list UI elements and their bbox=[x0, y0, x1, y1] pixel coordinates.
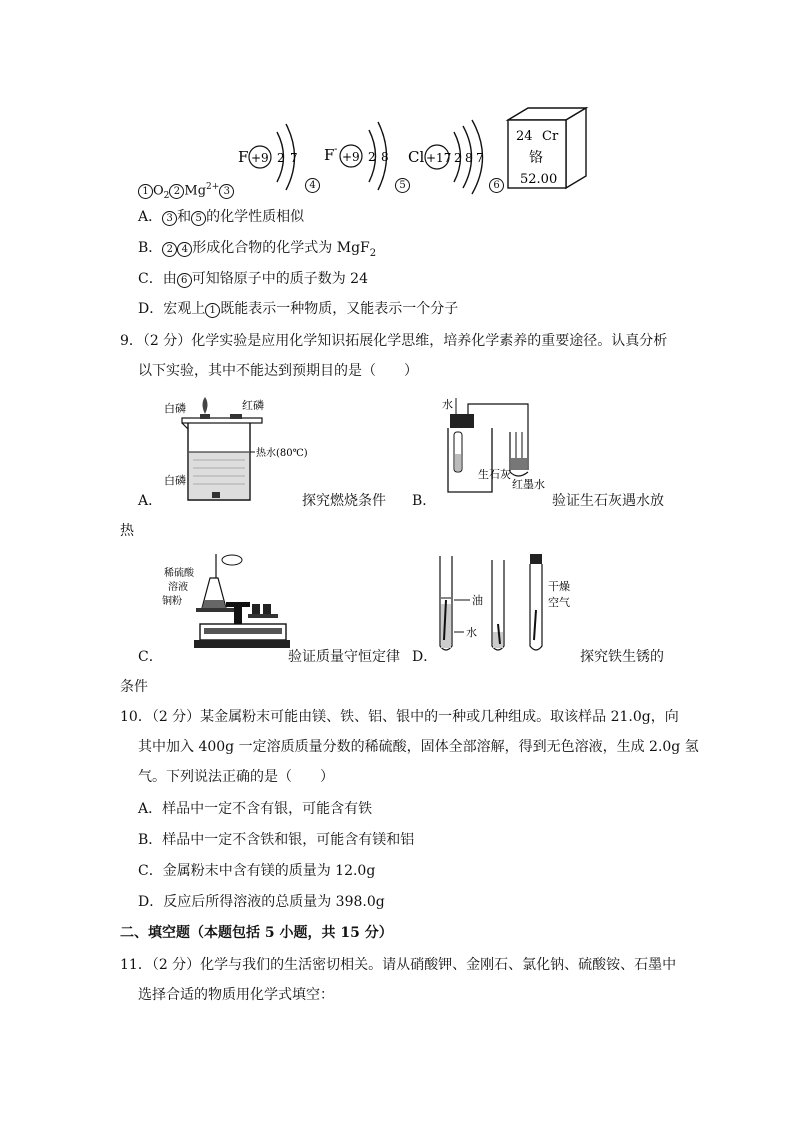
cr-atomic-number: 24 bbox=[516, 129, 533, 144]
circled-number-3: 3 bbox=[219, 184, 234, 199]
q11-stem-line-2: 选择合适的物质用化学式填空： bbox=[138, 987, 334, 1003]
fig-b-red-ink-label: 红墨水 bbox=[512, 478, 545, 491]
fig-c-acid-label-1: 稀硫酸 bbox=[164, 568, 194, 579]
q10-option-c: C．金属粉末中含有镁的质量为 12.0g bbox=[138, 863, 376, 879]
q9-option-d-wrap: 条件 bbox=[120, 679, 148, 695]
q9-stem-line-2: 以下实验，其中不能达到预期目的是（ ） bbox=[138, 363, 418, 379]
fig-d-water-label: 水 bbox=[466, 626, 477, 639]
q9-option-b-text: 验证生石灰遇水放 bbox=[552, 493, 664, 509]
q10-stem-line-2: 其中加入 400g 一定溶质质量分数的稀硫酸，固体全部溶解，得到无色溶液，生成 2.0g 氢 bbox=[138, 739, 699, 755]
f-ion-charge: - bbox=[334, 144, 338, 155]
f-ion-shell-1: 2 bbox=[368, 150, 376, 164]
q10-option-d: D．反应后所得溶液的总质量为 398.0g bbox=[138, 894, 385, 910]
f-shell-2: 7 bbox=[290, 151, 298, 165]
q10-option-a: A．样品中一定不含有银，可能含有铁 bbox=[138, 801, 373, 817]
fig-b-quicklime-label: 生石灰 bbox=[478, 468, 511, 481]
fig-a-hot-water-label: 热水(80℃) bbox=[256, 448, 308, 459]
figure-c-mass-balance bbox=[160, 548, 290, 658]
fig-a-red-p-label: 红磷 bbox=[242, 399, 264, 412]
q8-option-row: 1 $O_2$ 2 $Mg^{2+}$ 3 bbox=[138, 178, 234, 205]
q9-option-b-wrap: 热 bbox=[120, 523, 134, 539]
q9-option-c-letter: C． bbox=[138, 649, 163, 665]
f-shell-1: 2 bbox=[277, 151, 285, 165]
q9-option-c-text: 验证质量守恒定律 bbox=[288, 649, 400, 665]
cl-shell-1: 2 bbox=[454, 151, 462, 165]
fig-d-oil-label: 油 bbox=[472, 594, 483, 607]
circled-number-2: 2 bbox=[169, 184, 184, 199]
cl-nucleus-charge: +17 bbox=[426, 151, 452, 165]
cr-symbol: Cr bbox=[542, 129, 559, 144]
circled-number-1: 1 bbox=[138, 184, 153, 199]
section-2-heading: 二、填空题（本题包括 5 小题，共 15 分） bbox=[120, 925, 393, 941]
q9-option-a-text: 探究燃烧条件 bbox=[302, 493, 386, 509]
q11-stem-line-1: 11．（2 分）化学与我们的生活密切相关。请从硝酸钾、金刚石、氯化钠、硫酸铵、石墨中 bbox=[120, 957, 677, 973]
cl-shell-2: 8 bbox=[465, 151, 473, 165]
figure-a-combustion-beaker bbox=[160, 392, 310, 507]
fig-a-white-p-top-label: 白磷 bbox=[164, 402, 186, 415]
q8-option-c: C．由 6 可知铬原子中的质子数为 24 bbox=[138, 271, 368, 287]
cr-atomic-mass: 52.00 bbox=[520, 172, 558, 187]
q9-option-d-text: 探究铁生锈的 bbox=[580, 649, 664, 665]
f-ion-nucleus-charge: +9 bbox=[342, 150, 360, 164]
fig-d-dry-air-label-2: 空气 bbox=[548, 596, 570, 609]
q10-option-b: B．样品中一定不含铁和银，可能含有镁和铝 bbox=[138, 832, 415, 848]
circled-number-5: 5 bbox=[395, 178, 410, 193]
cl-shell-3: 7 bbox=[476, 151, 484, 165]
q8-option-d: D．宏观上 1 既能表示一种物质，又能表示一个分子 bbox=[138, 301, 459, 317]
q10-stem-line-1: 10．（2 分）某金属粉末可能由镁、铁、铝、银中的一种或几种组成。取该样品 21.0g，向 bbox=[120, 709, 679, 725]
q9-option-d-letter: D． bbox=[412, 649, 438, 665]
q10-stem-line-3: 气。下列说法正确的是（ ） bbox=[138, 769, 334, 785]
fig-d-dry-air-label-1: 干燥 bbox=[548, 580, 570, 593]
fig-c-copper-label: 铜粉 bbox=[162, 596, 182, 607]
f-ion-label: F bbox=[324, 146, 335, 164]
f-atom-label: F bbox=[238, 148, 249, 166]
circled-number-6: 6 bbox=[489, 178, 504, 193]
fig-c-acid-label-2: 溶液 bbox=[168, 582, 188, 593]
figure-d-iron-rust-tubes bbox=[430, 550, 580, 660]
circled-number-4: 4 bbox=[305, 178, 320, 193]
q9-option-b-letter: B． bbox=[412, 493, 437, 509]
cr-name: 铬 bbox=[529, 150, 543, 166]
q8-option-b: B． 2 4 形成化合物的化学式为 MgF$_2$ bbox=[138, 240, 377, 259]
chromium-element-cell bbox=[508, 108, 586, 188]
q9-stem-line-1: 9．（2 分）化学实验是应用化学知识拓展化学思维，培养化学素养的重要途径。认真分析 bbox=[120, 333, 668, 349]
figure-b-quicklime-apparatus bbox=[440, 392, 565, 497]
f-nucleus-charge: +9 bbox=[251, 151, 269, 165]
q9-option-a-letter: A． bbox=[138, 493, 163, 509]
f-ion-shell-2: 8 bbox=[381, 150, 389, 164]
fig-a-white-p-bottom-label: 白磷 bbox=[164, 474, 186, 487]
cl-atom-label: Cl bbox=[408, 148, 425, 166]
fig-b-water-label: 水 bbox=[442, 398, 453, 411]
q8-option-a: A． 3 和 5 的化学性质相似 bbox=[138, 209, 305, 225]
